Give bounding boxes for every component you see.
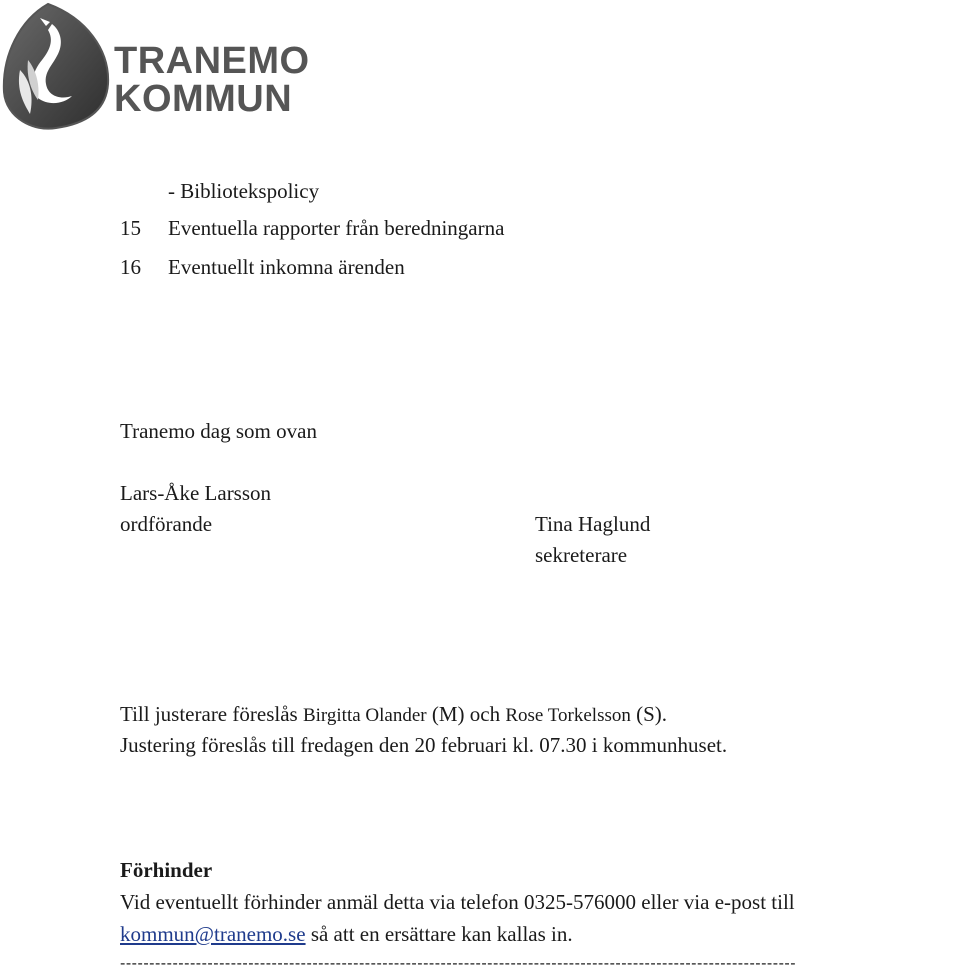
forhinder-line-2-rest: så att en ersättare kan kallas in. [310,922,573,946]
agenda-item-text: Eventuella rapporter från beredningarna [168,216,505,240]
justerare-1-name: Birgitta Olander [302,705,427,726]
agenda-item-number: 16 [120,255,141,279]
crane-bird-icon [0,0,112,134]
justerare-1-party: (M) [431,702,465,726]
place-date: Tranemo dag som ovan [120,419,317,443]
email-link[interactable]: kommun@tranemo.se [120,922,306,946]
justering-och: och [469,702,501,726]
justering-line-2: Justering föreslås till fredagen den 20 februari kl. 07.30 i kommunhuset. [120,733,728,757]
justering-end: . [661,702,668,726]
logo-text-tranemo: TRANEMO [114,40,310,82]
secretary-role: sekreterare [535,543,628,567]
justering-prefix: Till justerare föreslås [120,702,298,726]
dashed-divider: -------------------------------------------------------------------------------------------------------------------- [120,955,797,972]
agenda-subitem: - Bibliotekspolicy [168,179,320,203]
agenda-item-number: 15 [120,216,141,240]
justerare-2-party: (S) [636,702,662,726]
forhinder-line-2 [120,924,573,945]
chair-role: ordförande [120,512,213,536]
forhinder-line-1: Vid eventuellt förhinder anmäl detta via telefon 0325-576000 eller via e-post till [120,890,795,914]
justering-line-1 [120,704,667,725]
logo-text-kommun: KOMMUN [114,78,293,120]
agenda-item-text: Eventuellt inkomna ärenden [168,255,405,279]
secretary-name: Tina Haglund [535,512,651,536]
forhinder-heading: Förhinder [120,858,213,882]
chair-name: Lars-Åke Larsson [120,481,272,505]
justerare-2-name: Rose Torkelsson [505,705,631,726]
